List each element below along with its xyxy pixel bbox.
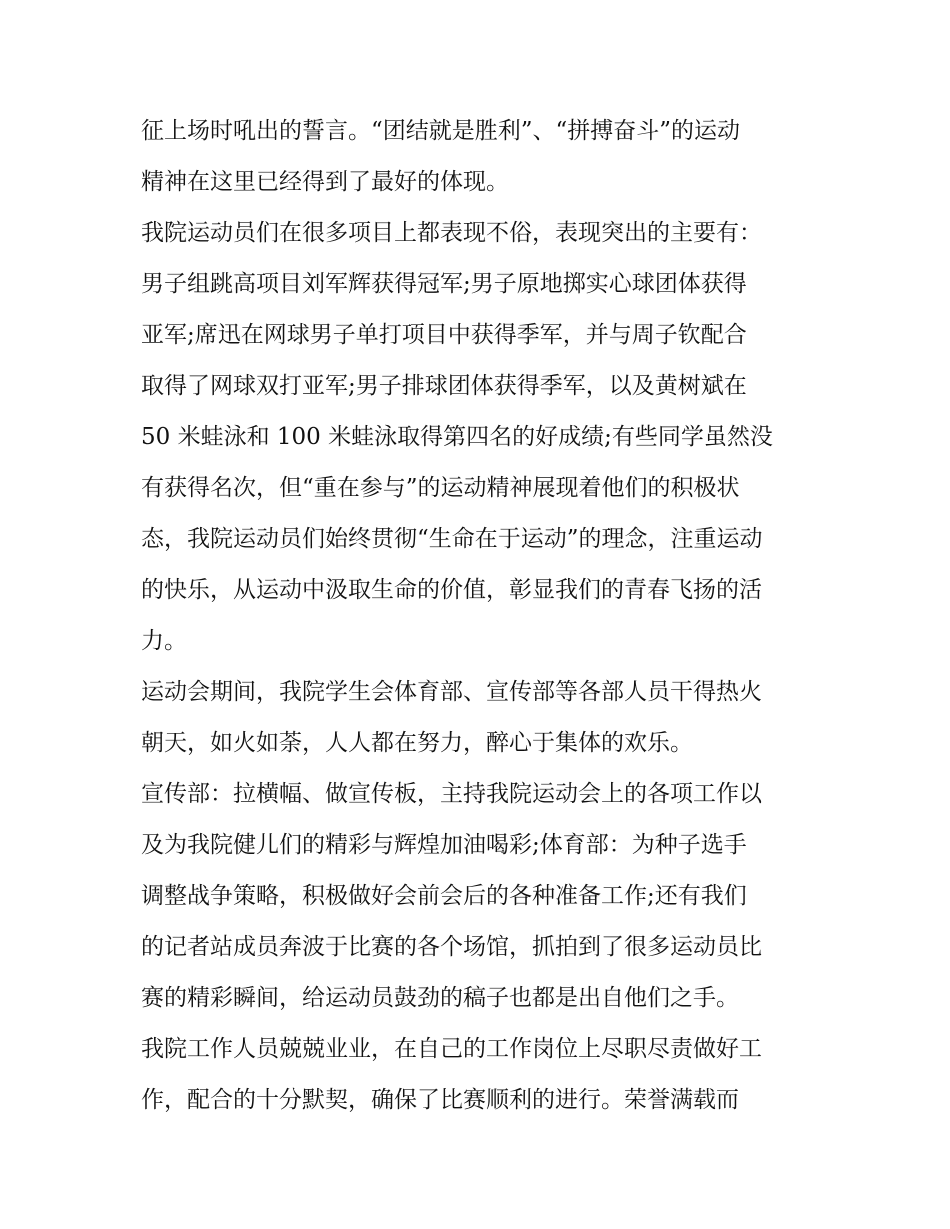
- text-line: 朝天，如火如荼，人人都在努力，醉心于集体的欢乐。: [141, 730, 693, 756]
- text-line: 及为我院健儿们的精彩与辉煌加油喝彩;体育部：为种子选手: [141, 832, 747, 858]
- text-line: 调整战争策略，积极做好会前会后的各种准备工作;还有我们: [141, 883, 747, 909]
- text-line: 的快乐，从运动中汲取生命的价值，彰显我们的青春飞扬的活: [141, 577, 762, 603]
- text-line: 50 米蛙泳和 100 米蛙泳取得第四名的好成绩;有些同学虽然没: [141, 424, 773, 450]
- text-line: 的记者站成员奔波于比赛的各个场馆，抓拍到了很多运动员比: [141, 934, 762, 960]
- text-line: 运动会期间，我院学生会体育部、宣传部等各部人员干得热火: [141, 679, 762, 705]
- text-line: 取得了网球双打亚军;男子排球团体获得季军，以及黄树斌在: [141, 373, 747, 399]
- text-line: 作，配合的十分默契，确保了比赛顺利的进行。荣誉满载而: [141, 1087, 739, 1113]
- text-line: 赛的精彩瞬间，给运动员鼓劲的稿子也都是出自他们之手。: [141, 985, 739, 1011]
- document-body: [141, 106, 821, 1126]
- text-line: 精神在这里已经得到了最好的体现。: [141, 169, 509, 195]
- text-line: 有获得名次，但“重在参与”的运动精神展现着他们的积极状: [141, 475, 740, 501]
- text-line: 宣传部：拉横幅、做宣传板，主持我院运动会上的各项工作以: [141, 781, 762, 807]
- text-line: 态，我院运动员们始终贯彻“生命在于运动”的理念，注重运动: [141, 526, 763, 552]
- text-line: 我院工作人员兢兢业业，在自己的工作岗位上尽职尽责做好工: [141, 1036, 762, 1062]
- text-line: 我院运动员们在很多项目上都表现不俗，表现突出的主要有：: [141, 220, 762, 246]
- text-line: 男子组跳高项目刘军辉获得冠军;男子原地掷实心球团体获得: [141, 271, 747, 297]
- text-line: 征上场时吼出的誓言。“团结就是胜利”、“拼搏奋斗”的运动: [141, 118, 741, 144]
- text-line: 力。: [141, 628, 187, 654]
- text-line: 亚军;席迅在网球男子单打项目中获得季军，并与周子钦配合: [141, 322, 747, 348]
